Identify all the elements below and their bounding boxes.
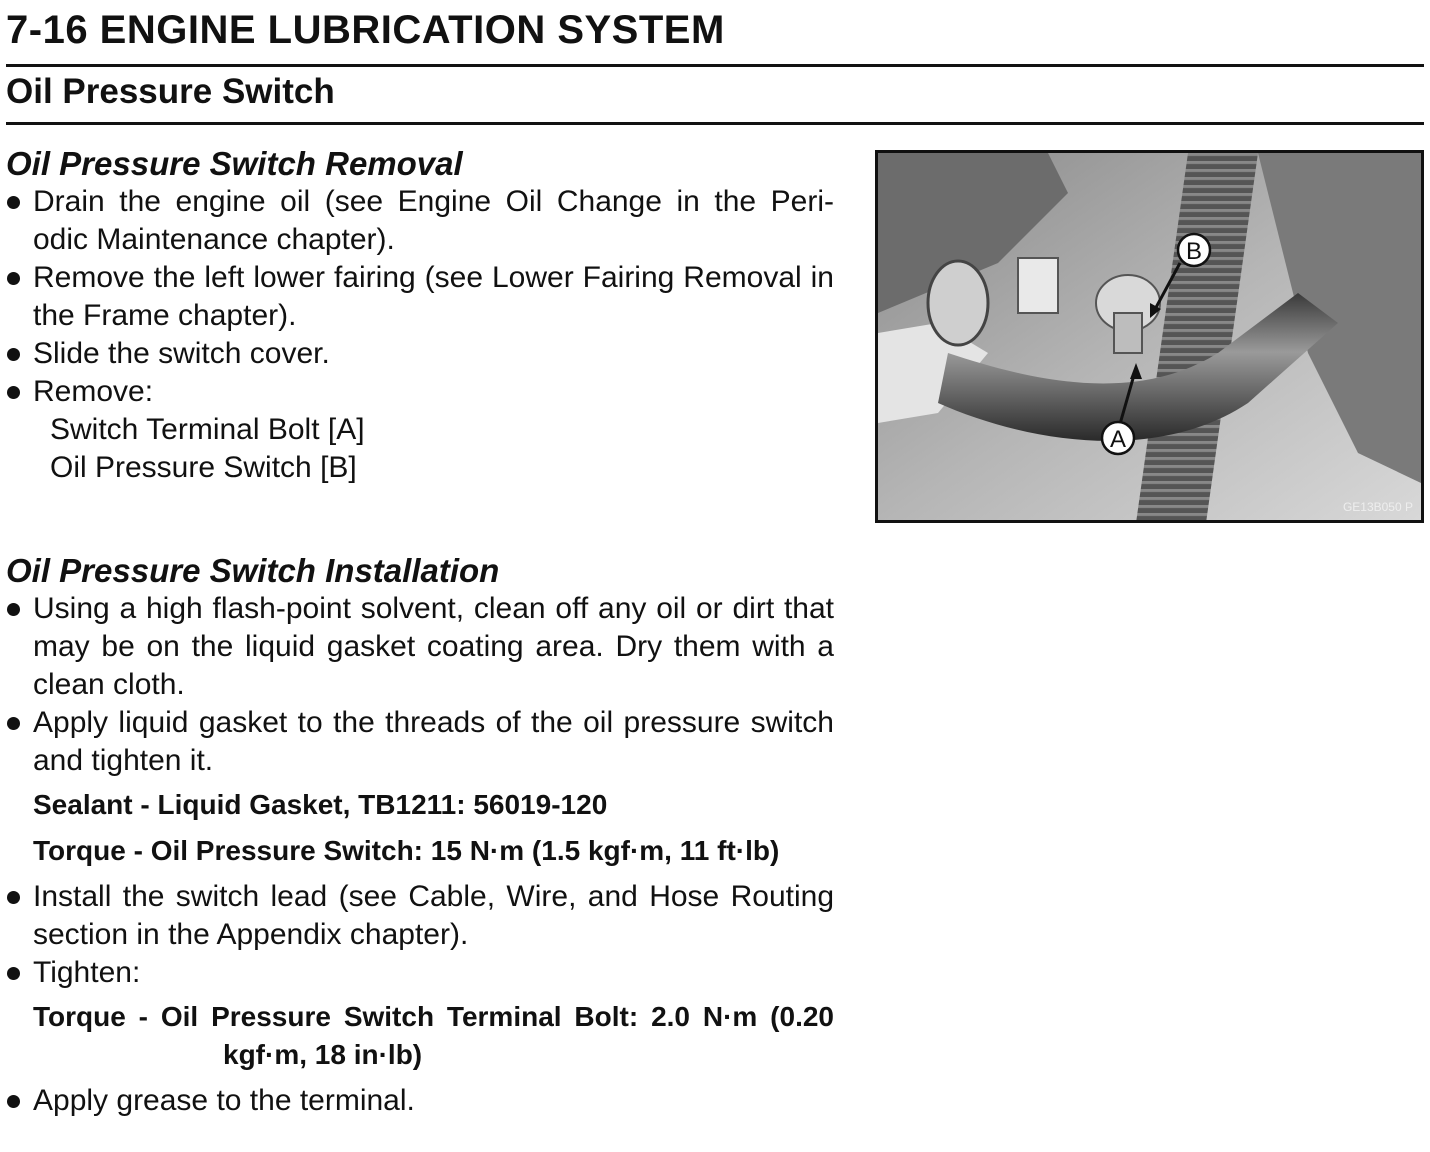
install-step-4: Tighten: (6, 954, 834, 992)
removal-heading: Oil Pressure Switch Removal (6, 145, 463, 182)
page-header: 7-16 ENGINE LUBRICATION SYSTEM (6, 8, 725, 52)
install-step-2: Apply liquid gasket to the threads of the oil pressure switch and tighten it. (6, 704, 834, 780)
removal-step-1: Drain the engine oil (see Engine Oil Change in the Peri- odic Maintenance chapter). (6, 183, 834, 259)
installation-heading: Oil Pressure Switch Installation (6, 552, 500, 589)
torque-spec-terminal-bolt (6, 998, 834, 1074)
removal-section (6, 145, 834, 487)
removal-step-2: Remove the left lower fairing (see Lower Fairing Removal in the Frame chapter). (6, 259, 834, 335)
install-step-3: Install the switch lead (see Cable, Wire, and Hose Routing section in the Appendix chapter). (6, 878, 834, 954)
sealant-spec: Sealant - Liquid Gasket, TB1211: 56019-120 (33, 789, 608, 820)
remove-item-terminal-bolt: Switch Terminal Bolt [A] (50, 413, 365, 446)
callout-a-label: A (1109, 426, 1127, 453)
fitting-shape (928, 261, 988, 345)
switch-base-shape (1114, 313, 1142, 353)
torque-spec-switch: Torque - Oil Pressure Switch: 15 N·m (1.5 kgf·m, 11 ft·lb) (33, 835, 780, 866)
torque-spec-terminal-line2: kgf·m, 18 in·lb) (223, 1039, 423, 1070)
callout-b-label: B (1185, 238, 1203, 265)
figure-code: GE13B050 P (1342, 500, 1413, 514)
section-title: Oil Pressure Switch (6, 72, 335, 111)
install-step-5: Apply grease to the terminal. (6, 1082, 834, 1120)
install-step-1: Using a high flash-point solvent, clean off any oil or dirt that may be on the liquid gasket coating area. Dry them with a clean cloth. (6, 590, 834, 704)
removal-step-3: Slide the switch cover. (6, 335, 834, 373)
connector-shape (1018, 258, 1058, 313)
remove-item-oil-pressure-switch: Oil Pressure Switch [B] (50, 451, 357, 484)
header-rule (6, 64, 1424, 67)
engine-photo-illustration (878, 153, 1421, 520)
oil-pressure-switch-photo (875, 150, 1424, 523)
installation-section (6, 552, 834, 1120)
removal-step-4: Remove: (6, 373, 834, 411)
torque-spec-terminal-line1: Torque - Oil Pressure Switch Terminal Bolt: 2.0 N·m (0.20 (33, 1001, 834, 1032)
section-rule (6, 122, 1424, 125)
